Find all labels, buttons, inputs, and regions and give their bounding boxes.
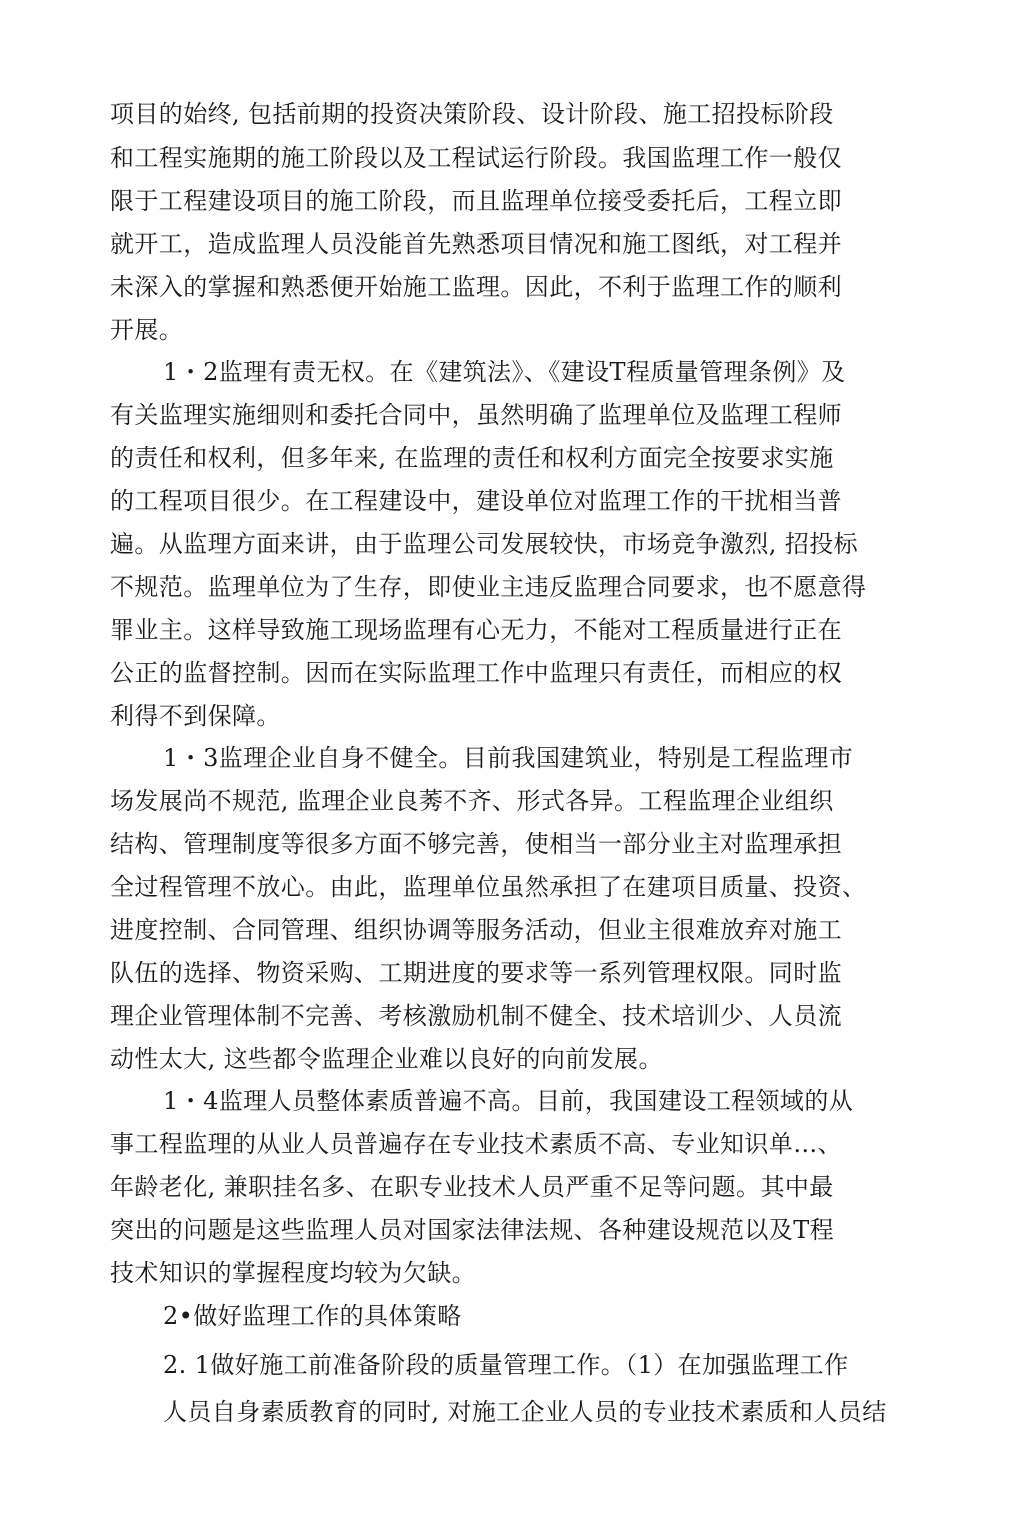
text-line: 突出的问题是这些监理人员对国家法律法规、各种建设规范以及T程 — [110, 1216, 835, 1244]
text-line: 事工程监理的从业人员普遍存在专业技术素质不高、专业知识单…、 — [110, 1130, 842, 1158]
text-line: 和工程实施期的施工阶段以及工程试运行阶段。我国监理工作一般仅 — [110, 144, 842, 172]
text-line: 项目的始终, 包括前期的投资决策阶段、设计阶段、施工招投标阶段 — [110, 100, 834, 128]
text-line: 未深入的掌握和熟悉便开始施工监理。因此，不利于监理工作的顺利 — [110, 273, 842, 301]
section-heading-1-4: 1・4监理人员整体素质普遍不高。目前，我国建设工程领域的从 — [163, 1087, 854, 1115]
text-line: 技术知识的掌握程度均较为欠缺。 — [110, 1259, 476, 1287]
text-line: 遍。从监理方面来讲，由于监理公司发展较快，市场竞争激烈, 招投标 — [110, 530, 859, 558]
text-line: 队伍的选择、物资采购、工期进度的要求等一系列管理权限。同时监 — [110, 959, 842, 987]
text-line: 人员自身素质教育的同时, 对施工企业人员的专业技术素质和人员结 — [163, 1398, 887, 1426]
text-line: 进度控制、合同管理、组织协调等服务活动，但业主很难放弃对施工 — [110, 916, 842, 944]
text-line: 就开工，造成监理人员没能首先熟悉项目情况和施工图纸，对工程并 — [110, 230, 842, 258]
section-heading-1-2: 1・2监理有责无权。在《建筑法》、《建设T程质量管理条例》及 — [163, 358, 846, 386]
text-line: 场发展尚不规范, 监理企业良莠不齐、形式各异。工程监理企业组织 — [110, 787, 834, 815]
text-line: 罪业主。这样导致施工现场监理有心无力，不能对工程质量进行正在 — [110, 616, 842, 644]
section-heading-2: 2•做好监理工作的具体策略 — [163, 1302, 462, 1330]
text-line: 动性太大, 这些都令监理企业难以良好的向前发展。 — [110, 1045, 663, 1073]
text-line: 限于工程建设项目的施工阶段，而且监理单位接受委托后，工程立即 — [110, 187, 842, 215]
text-line: 公正的监督控制。因而在实际监理工作中监理只有责任，而相应的权 — [110, 659, 842, 687]
text-line: 的工程项目很少。在工程建设中，建设单位对监理工作的干扰相当普 — [110, 487, 842, 515]
text-line: 的责任和权利，但多年来, 在监理的责任和权利方面完全按要求实施 — [110, 444, 834, 472]
text-line: 结构、管理制度等很多方面不够完善，使相当一部分业主对监理承担 — [110, 830, 842, 858]
text-line: 利得不到保障。 — [110, 702, 281, 730]
text-line: 开展。 — [110, 316, 184, 344]
text-line: 年龄老化, 兼职挂名多、在职专业技术人员严重不足等问题。其中最 — [110, 1173, 834, 1201]
text-line: 理企业管理体制不完善、考核激励机制不健全、技术培训少、人员流 — [110, 1002, 842, 1030]
section-heading-2-1: 2. 1做好施工前准备阶段的质量管理工作。（1）在加强监理工作 — [163, 1351, 849, 1379]
text-line: 全过程管理不放心。由此，监理单位虽然承担了在建项目质量、投资、 — [110, 873, 867, 901]
section-heading-1-3: 1・3监理企业自身不健全。目前我国建筑业，特别是工程监理市 — [163, 744, 854, 772]
text-line: 不规范。监理单位为了生存，即使业主违反监理合同要求，也不愿意得 — [110, 573, 867, 601]
text-line: 有关监理实施细则和委托合同中，虽然明确了监理单位及监理工程师 — [110, 401, 842, 429]
